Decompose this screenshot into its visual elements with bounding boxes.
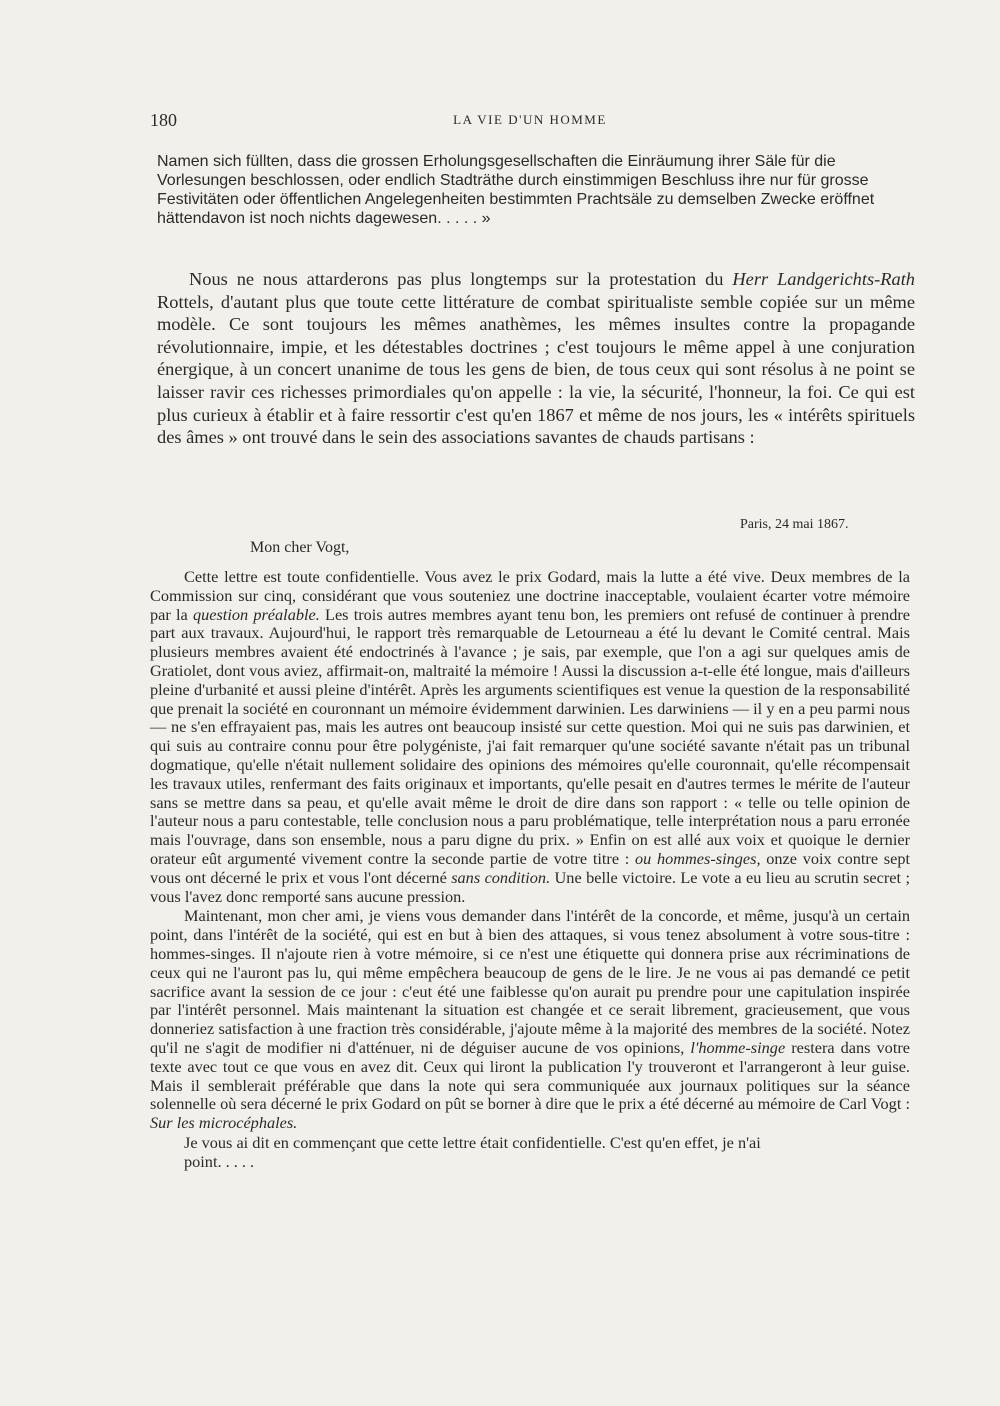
- emphasis: sans condition.: [451, 867, 551, 887]
- quote-line: Namen sich füllten, dass die grossen Erholungsgesellschaften die Einräumung ihrer Säle für die: [157, 153, 836, 170]
- running-title: LA VIE D'UN HOMME: [453, 112, 607, 127]
- emphasis: ou hommes-singes,: [635, 848, 761, 868]
- page-number: 180: [150, 110, 177, 130]
- emphasis: Sur les microcéphales.: [150, 1113, 298, 1133]
- letter-paragraph: Je vous ai dit en commençant que cette lettre était confidentielle. C'est qu'en effet, je n'ai point. . . . .: [150, 1134, 910, 1172]
- emphasis: l'homme-singe: [690, 1037, 786, 1057]
- letter-date: Paris, 24 mai 1867.: [740, 517, 849, 532]
- german-quote-ending: [157, 152, 915, 228]
- letter-paragraph: Cette lettre est toute confidentielle. Vous avez le prix Godard, mais la lutte a été vive. Deux membres de la Commission sur cinq, considérant que vous souteniez une doctrine inacceptable, voulaient écarter votre mémoire par la question préalable. Les trois autres membres ayant tenu bon, les premiers ont refusé de continuer à prendre part aux travaux. Aujourd'hui, le rapport très remarquable de Letourneau a été lu devant le Comité central. Mais plusieurs membres avaient été endoctrinés à l'avance ; je sais, par exemple, que l'on a agi sur quelques amis de Gratiolet, dont vous aviez, affirmait-on, maltraité la mémoire ! Aussi la discussion a-t-elle été longue, mais d'ailleurs pleine d'urbanité et aussi pleine d'intérêt. Après les arguments scientifiques est venue la question de la responsabilité que prenait la société en couronnant un mémoire évidemment darwinien. Les darwiniens — il y en a peu parmi nous — ne s'en effrayaient pas, mais les autres ont beaucoup insisté sur cette question. Moi qui ne suis pas darwinien, et qui suis au contraire connu pour être polygéniste, j'ai fait remarquer qu'une société savante n'était pas un tribunal dogmatique, qu'elle n'était nullement solidaire des opinions des mémoires qu'elle couronnait, qu'elle récompensait les travaux utiles, renfermant des faits originaux et importants, qu'elle pesait en d'autres termes le mérite de l'auteur sans se mettre dans sa peau, et qu'elle avait même le droit de dire dans son rapport : « telle ou telle opinion de l'auteur nous a paru contestable, telle conclusion nous a paru problématique, telle interprétation nous a paru erronée mais l'ouvrage, dans son ensemble, nous a paru digne du prix. » Enfin on est allé aux voix et quoique le dernier orateur eût argumenté vivement contre la seconde partie de votre titre : ou hommes-singes, onze voix contre sept vous ont décerné le prix et vous l'ont décerné sans condition. Une belle victoire. Le vote a eu lieu au scrutin secret ; vous l'avez donc remporté sans aucune pression.: [150, 567, 910, 906]
- letter-closing-fragment: point. . . . .: [184, 1151, 255, 1171]
- letter-body: [150, 568, 910, 1172]
- letter-paragraph: Maintenant, mon cher ami, je viens vous demander dans l'intérêt de la concorde, et même, jusqu'à un certain point, dans l'intérêt de la société, qui est en but à bien des attaques, si vous tenez absolument à votre sous-titre : hommes-singes. Il n'ajoute rien à votre mémoire, si ce n'est une étiquette qui donnera prise aux récriminations de ceux qui ne l'auront pas lu, qui même empêchera beaucoup de gens de le lire. Je ne vous ai pas demandé ce petit sacrifice avant la session de ce jour : c'eut été une faiblesse qu'on aurait pu prendre pour une capitulation inspirée par l'intérêt personnel. Mais maintenant la situation est changée et ce serait librement, gracieusement, que vous donneriez satisfaction à une fraction très considérable, j'ajoute même à la majorité des membres de la société. Notez qu'il ne s'agit de modifier ni d'atténuer, ni de déguiser aucune de vos opinions, l'homme-singe restera dans votre texte avec tout ce que vous en avez dit. Ceux qui liront la publication l'y trouveront et l'arrangeront à leur guise. Mais il semblerait préférable que dans la note qui sera communiquée aux journaux politiques sur la séance solennelle où sera décerné le prix Godard on pût se borner à dire que le prix a été décerné au mémoire de Carl Vogt : Sur les microcéphales.: [150, 906, 910, 1133]
- running-head: [150, 110, 910, 134]
- quote-line: Festivitäten oder öffentlichen Angelegenheiten bestimmten Prachtsäle zu demselben Zwecke eröffnet: [157, 191, 875, 208]
- main-paragraph: Nous ne nous attarderons pas plus longtemps sur la protestation du Herr Landgerichts-Rath Rottels, d'autant plus que toute cette littérature de combat spiritualiste semble copiée sur un même modèle. Ce sont toujours les mêmes anathèmes, les mêmes insultes contre la propagande révolutionnaire, impie, et les détestables doctrines ; c'est toujours le même appel à une conjuration énergique, à un concert unanime de tous les gens de bien, de tous ceux qui sont résolus à ne point se laisser ravir ces richesses primordiales qu'on appelle : la vie, la sécurité, l'honneur, la foi. Ce qui est plus curieux à établir et à faire ressortir c'est qu'en 1867 et même de nos jours, les « intérêts spirituels des âmes » ont trouvé dans le sein des associations savantes de chauds partisans :: [157, 269, 915, 448]
- quote-line: hättendavon ist noch nichts dagewesen. . . . . »: [157, 210, 491, 227]
- emphasis: Herr Landgerichts-Rath: [732, 269, 915, 289]
- quote-line: Vorlesungen beschlossen, oder endlich Stadträthe durch einstimmigen Beschluss ihre nur für grosse: [157, 172, 869, 189]
- main-text: [157, 268, 915, 449]
- emphasis: question préalable.: [192, 604, 320, 624]
- letter-salutation: Mon cher Vogt,: [250, 539, 350, 556]
